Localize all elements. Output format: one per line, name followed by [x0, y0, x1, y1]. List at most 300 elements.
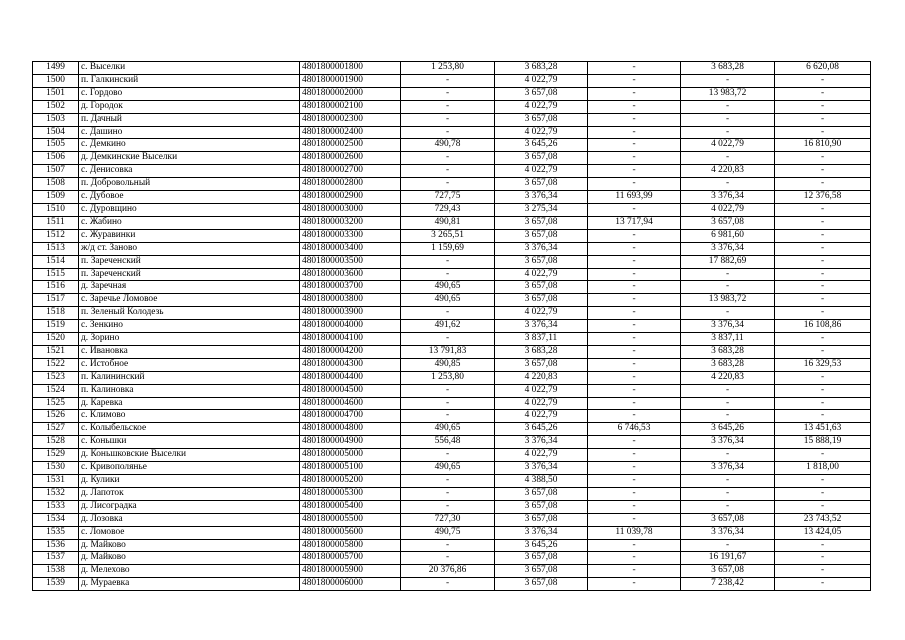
- value-col-4-cell: -: [681, 500, 775, 513]
- value-col-2-cell: 3 645,26: [495, 539, 588, 552]
- table-row: [33, 178, 871, 191]
- value-col-5-cell: -: [775, 565, 871, 578]
- table-row: [33, 242, 871, 255]
- value-col-5-cell: 13 424,05: [775, 526, 871, 539]
- value-col-2-cell: 4 022,79: [495, 410, 588, 423]
- value-col-3-cell: -: [588, 358, 681, 371]
- value-col-3-cell: 6 746,53: [588, 423, 681, 436]
- oktmo-code-cell: 4801800004500: [300, 384, 401, 397]
- settlement-name-cell: д. Лозовка: [79, 513, 300, 526]
- value-col-3-cell: -: [588, 565, 681, 578]
- value-col-3-cell: -: [588, 487, 681, 500]
- value-col-4-cell: -: [681, 384, 775, 397]
- value-col-2-cell: 3 657,08: [495, 565, 588, 578]
- oktmo-code-cell: 4801800003500: [300, 255, 401, 268]
- row-number-cell: 1505: [33, 139, 79, 152]
- row-number-cell: 1509: [33, 191, 79, 204]
- settlement-name-cell: с. Дашино: [79, 126, 300, 139]
- value-col-3-cell: -: [588, 384, 681, 397]
- value-col-1-cell: 729,43: [401, 203, 495, 216]
- row-number-cell: 1537: [33, 552, 79, 565]
- value-col-5-cell: -: [775, 242, 871, 255]
- value-col-2-cell: 3 657,08: [495, 578, 588, 591]
- value-col-1-cell: -: [401, 255, 495, 268]
- oktmo-code-cell: 4801800004300: [300, 358, 401, 371]
- settlement-name-cell: д. Майково: [79, 539, 300, 552]
- settlement-name-cell: п. Галкинский: [79, 74, 300, 87]
- value-col-1-cell: -: [401, 178, 495, 191]
- value-col-3-cell: -: [588, 500, 681, 513]
- row-number-cell: 1520: [33, 333, 79, 346]
- table-row: [33, 294, 871, 307]
- value-col-4-cell: 3 683,28: [681, 345, 775, 358]
- value-col-4-cell: 3 657,08: [681, 565, 775, 578]
- value-col-1-cell: -: [401, 384, 495, 397]
- oktmo-code-cell: 4801800005600: [300, 526, 401, 539]
- value-col-5-cell: 23 743,52: [775, 513, 871, 526]
- value-col-2-cell: 4 022,79: [495, 449, 588, 462]
- value-col-5-cell: -: [775, 384, 871, 397]
- row-number-cell: 1525: [33, 397, 79, 410]
- row-number-cell: 1512: [33, 229, 79, 242]
- value-col-2-cell: 3 657,08: [495, 487, 588, 500]
- row-number-cell: 1499: [33, 62, 79, 75]
- settlement-name-cell: с. Дуровщино: [79, 203, 300, 216]
- value-col-3-cell: -: [588, 126, 681, 139]
- table-row: [33, 410, 871, 423]
- oktmo-code-cell: 4801800006000: [300, 578, 401, 591]
- value-col-1-cell: 3 265,51: [401, 229, 495, 242]
- row-number-cell: 1527: [33, 423, 79, 436]
- value-col-5-cell: -: [775, 165, 871, 178]
- value-col-2-cell: 4 022,79: [495, 397, 588, 410]
- value-col-4-cell: -: [681, 178, 775, 191]
- value-col-4-cell: 7 238,42: [681, 578, 775, 591]
- value-col-4-cell: 3 376,34: [681, 462, 775, 475]
- value-col-2-cell: 3 657,08: [495, 358, 588, 371]
- value-col-4-cell: 4 022,79: [681, 203, 775, 216]
- value-col-4-cell: 13 983,72: [681, 294, 775, 307]
- table-row: [33, 397, 871, 410]
- table-row: [33, 320, 871, 333]
- value-col-2-cell: 3 376,34: [495, 462, 588, 475]
- settlement-name-cell: д. Кулики: [79, 475, 300, 488]
- value-col-3-cell: -: [588, 294, 681, 307]
- value-col-3-cell: -: [588, 539, 681, 552]
- value-col-1-cell: 556,48: [401, 436, 495, 449]
- value-col-5-cell: -: [775, 578, 871, 591]
- settlement-name-cell: с. Заречье Ломовое: [79, 294, 300, 307]
- value-col-3-cell: -: [588, 320, 681, 333]
- row-number-cell: 1539: [33, 578, 79, 591]
- oktmo-code-cell: 4801800003000: [300, 203, 401, 216]
- value-col-5-cell: -: [775, 113, 871, 126]
- value-col-5-cell: -: [775, 229, 871, 242]
- row-number-cell: 1518: [33, 307, 79, 320]
- table-row: [33, 500, 871, 513]
- value-col-3-cell: -: [588, 281, 681, 294]
- value-col-4-cell: 3 837,11: [681, 333, 775, 346]
- value-col-3-cell: -: [588, 307, 681, 320]
- oktmo-code-cell: 4801800004700: [300, 410, 401, 423]
- oktmo-code-cell: 4801800005100: [300, 462, 401, 475]
- value-col-4-cell: 3 376,34: [681, 436, 775, 449]
- value-col-1-cell: -: [401, 333, 495, 346]
- value-col-3-cell: 13 717,94: [588, 216, 681, 229]
- settlement-name-cell: с. Журавинки: [79, 229, 300, 242]
- value-col-2-cell: 3 657,08: [495, 152, 588, 165]
- oktmo-code-cell: 4801800005900: [300, 565, 401, 578]
- value-col-2-cell: 3 376,34: [495, 436, 588, 449]
- row-number-cell: 1521: [33, 345, 79, 358]
- value-col-1-cell: 490,81: [401, 216, 495, 229]
- value-col-5-cell: 16 329,53: [775, 358, 871, 371]
- value-col-4-cell: 3 376,34: [681, 526, 775, 539]
- value-col-1-cell: 13 791,83: [401, 345, 495, 358]
- value-col-2-cell: 3 657,08: [495, 294, 588, 307]
- row-number-cell: 1506: [33, 152, 79, 165]
- oktmo-code-cell: 4801800005200: [300, 475, 401, 488]
- value-col-3-cell: -: [588, 165, 681, 178]
- value-col-1-cell: 20 376,86: [401, 565, 495, 578]
- value-col-4-cell: 4 220,83: [681, 371, 775, 384]
- table-body: [33, 62, 871, 591]
- oktmo-code-cell: 4801800002600: [300, 152, 401, 165]
- value-col-4-cell: -: [681, 126, 775, 139]
- value-col-5-cell: -: [775, 178, 871, 191]
- table-row: [33, 152, 871, 165]
- value-col-1-cell: -: [401, 74, 495, 87]
- value-col-4-cell: -: [681, 449, 775, 462]
- oktmo-code-cell: 4801800003900: [300, 307, 401, 320]
- value-col-5-cell: -: [775, 100, 871, 113]
- value-col-2-cell: 3 657,08: [495, 229, 588, 242]
- settlement-name-cell: с. Денисовка: [79, 165, 300, 178]
- value-col-2-cell: 3 657,08: [495, 500, 588, 513]
- oktmo-code-cell: 4801800004000: [300, 320, 401, 333]
- settlement-name-cell: д. Мураевка: [79, 578, 300, 591]
- value-col-1-cell: -: [401, 100, 495, 113]
- table-row: [33, 513, 871, 526]
- oktmo-code-cell: 4801800003200: [300, 216, 401, 229]
- value-col-3-cell: -: [588, 475, 681, 488]
- table-row: [33, 345, 871, 358]
- value-col-4-cell: 13 983,72: [681, 87, 775, 100]
- value-col-1-cell: -: [401, 126, 495, 139]
- value-col-2-cell: 3 645,26: [495, 139, 588, 152]
- value-col-2-cell: 4 022,79: [495, 74, 588, 87]
- value-col-1-cell: 727,30: [401, 513, 495, 526]
- value-col-4-cell: 3 683,28: [681, 358, 775, 371]
- value-col-4-cell: 3 645,26: [681, 423, 775, 436]
- value-col-5-cell: -: [775, 397, 871, 410]
- value-col-4-cell: -: [681, 268, 775, 281]
- oktmo-code-cell: 4801800002900: [300, 191, 401, 204]
- oktmo-code-cell: 4801800002800: [300, 178, 401, 191]
- settlement-name-cell: с. Коньшки: [79, 436, 300, 449]
- value-col-4-cell: -: [681, 100, 775, 113]
- settlement-name-cell: с. Дубовое: [79, 191, 300, 204]
- value-col-5-cell: -: [775, 345, 871, 358]
- value-col-1-cell: -: [401, 397, 495, 410]
- value-col-2-cell: 4 220,83: [495, 371, 588, 384]
- value-col-5-cell: -: [775, 371, 871, 384]
- oktmo-code-cell: 4801800002400: [300, 126, 401, 139]
- value-col-3-cell: -: [588, 74, 681, 87]
- value-col-4-cell: 17 882,69: [681, 255, 775, 268]
- value-col-2-cell: 4 022,79: [495, 307, 588, 320]
- value-col-5-cell: -: [775, 152, 871, 165]
- value-col-2-cell: 3 683,28: [495, 62, 588, 75]
- value-col-1-cell: 727,75: [401, 191, 495, 204]
- value-col-1-cell: 491,62: [401, 320, 495, 333]
- value-col-3-cell: -: [588, 242, 681, 255]
- settlement-name-cell: д. Заречная: [79, 281, 300, 294]
- value-col-3-cell: -: [588, 410, 681, 423]
- value-col-4-cell: 3 376,34: [681, 191, 775, 204]
- oktmo-code-cell: 4801800005500: [300, 513, 401, 526]
- row-number-cell: 1538: [33, 565, 79, 578]
- value-col-4-cell: 3 683,28: [681, 62, 775, 75]
- row-number-cell: 1531: [33, 475, 79, 488]
- settlement-name-cell: п. Зареченский: [79, 268, 300, 281]
- value-col-5-cell: -: [775, 74, 871, 87]
- value-col-4-cell: -: [681, 281, 775, 294]
- settlement-name-cell: д. Каревка: [79, 397, 300, 410]
- tariff-table: [32, 61, 871, 591]
- value-col-4-cell: 3 657,08: [681, 513, 775, 526]
- row-number-cell: 1519: [33, 320, 79, 333]
- row-number-cell: 1504: [33, 126, 79, 139]
- value-col-2-cell: 4 022,79: [495, 165, 588, 178]
- settlement-name-cell: п. Зареченский: [79, 255, 300, 268]
- value-col-3-cell: -: [588, 449, 681, 462]
- value-col-1-cell: -: [401, 539, 495, 552]
- value-col-5-cell: 12 376,58: [775, 191, 871, 204]
- row-number-cell: 1533: [33, 500, 79, 513]
- settlement-name-cell: д. Лисоградка: [79, 500, 300, 513]
- table-row: [33, 191, 871, 204]
- value-col-5-cell: 1 818,00: [775, 462, 871, 475]
- value-col-4-cell: -: [681, 397, 775, 410]
- value-col-2-cell: 3 376,34: [495, 320, 588, 333]
- value-col-5-cell: 6 620,08: [775, 62, 871, 75]
- table-row: [33, 281, 871, 294]
- value-col-1-cell: -: [401, 552, 495, 565]
- value-col-2-cell: 3 657,08: [495, 216, 588, 229]
- value-col-1-cell: 490,65: [401, 423, 495, 436]
- row-number-cell: 1516: [33, 281, 79, 294]
- value-col-5-cell: -: [775, 487, 871, 500]
- oktmo-code-cell: 4801800003800: [300, 294, 401, 307]
- table-row: [33, 139, 871, 152]
- value-col-2-cell: 3 657,08: [495, 513, 588, 526]
- value-col-1-cell: -: [401, 410, 495, 423]
- settlement-name-cell: ж/д ст. Заново: [79, 242, 300, 255]
- value-col-4-cell: -: [681, 410, 775, 423]
- value-col-5-cell: -: [775, 552, 871, 565]
- oktmo-code-cell: 4801800005300: [300, 487, 401, 500]
- table-row: [33, 475, 871, 488]
- value-col-2-cell: 4 022,79: [495, 268, 588, 281]
- row-number-cell: 1524: [33, 384, 79, 397]
- table-row: [33, 487, 871, 500]
- value-col-4-cell: -: [681, 307, 775, 320]
- table-row: [33, 436, 871, 449]
- value-col-5-cell: -: [775, 410, 871, 423]
- oktmo-code-cell: 4801800002100: [300, 100, 401, 113]
- table-row: [33, 307, 871, 320]
- oktmo-code-cell: 4801800005700: [300, 552, 401, 565]
- value-col-5-cell: -: [775, 268, 871, 281]
- row-number-cell: 1517: [33, 294, 79, 307]
- settlement-name-cell: д. Городок: [79, 100, 300, 113]
- settlement-name-cell: с. Гордово: [79, 87, 300, 100]
- settlement-name-cell: с. Выселки: [79, 62, 300, 75]
- value-col-2-cell: 4 388,50: [495, 475, 588, 488]
- value-col-1-cell: -: [401, 268, 495, 281]
- oktmo-code-cell: 4801800002500: [300, 139, 401, 152]
- table-row: [33, 165, 871, 178]
- settlement-name-cell: с. Истобное: [79, 358, 300, 371]
- row-number-cell: 1536: [33, 539, 79, 552]
- value-col-2-cell: 3 657,08: [495, 113, 588, 126]
- table-row: [33, 578, 871, 591]
- settlement-name-cell: с. Демкино: [79, 139, 300, 152]
- table-row: [33, 333, 871, 346]
- settlement-name-cell: с. Колыбельское: [79, 423, 300, 436]
- table-row: [33, 358, 871, 371]
- oktmo-code-cell: 4801800005000: [300, 449, 401, 462]
- settlement-name-cell: д. Зорино: [79, 333, 300, 346]
- value-col-5-cell: -: [775, 203, 871, 216]
- value-col-2-cell: 3 645,26: [495, 423, 588, 436]
- value-col-1-cell: -: [401, 87, 495, 100]
- settlement-name-cell: д. Майково: [79, 552, 300, 565]
- value-col-3-cell: -: [588, 113, 681, 126]
- oktmo-code-cell: 4801800004200: [300, 345, 401, 358]
- row-number-cell: 1503: [33, 113, 79, 126]
- value-col-5-cell: -: [775, 333, 871, 346]
- table-row: [33, 526, 871, 539]
- value-col-2-cell: 3 376,34: [495, 242, 588, 255]
- settlement-name-cell: с. Ломовое: [79, 526, 300, 539]
- value-col-3-cell: -: [588, 62, 681, 75]
- value-col-3-cell: -: [588, 139, 681, 152]
- value-col-5-cell: -: [775, 255, 871, 268]
- settlement-name-cell: с. Ивановка: [79, 345, 300, 358]
- value-col-1-cell: 1 159,69: [401, 242, 495, 255]
- settlement-name-cell: с. Жабино: [79, 216, 300, 229]
- value-col-2-cell: 3 275,34: [495, 203, 588, 216]
- settlement-name-cell: д. Демкинские Выселки: [79, 152, 300, 165]
- oktmo-code-cell: 4801800005800: [300, 539, 401, 552]
- value-col-3-cell: -: [588, 229, 681, 242]
- value-col-1-cell: 490,65: [401, 294, 495, 307]
- row-number-cell: 1514: [33, 255, 79, 268]
- row-number-cell: 1508: [33, 178, 79, 191]
- settlement-name-cell: с. Зенкино: [79, 320, 300, 333]
- value-col-4-cell: 3 376,34: [681, 242, 775, 255]
- row-number-cell: 1523: [33, 371, 79, 384]
- table-row: [33, 229, 871, 242]
- value-col-2-cell: 3 657,08: [495, 552, 588, 565]
- value-col-3-cell: -: [588, 100, 681, 113]
- settlement-name-cell: д. Лапоток: [79, 487, 300, 500]
- value-col-3-cell: -: [588, 268, 681, 281]
- value-col-1-cell: 490,65: [401, 462, 495, 475]
- value-col-4-cell: 4 220,83: [681, 165, 775, 178]
- table-row: [33, 539, 871, 552]
- settlement-name-cell: п. Калиновка: [79, 384, 300, 397]
- row-number-cell: 1526: [33, 410, 79, 423]
- table-row: [33, 371, 871, 384]
- table-row: [33, 384, 871, 397]
- row-number-cell: 1500: [33, 74, 79, 87]
- value-col-4-cell: -: [681, 152, 775, 165]
- value-col-1-cell: 490,85: [401, 358, 495, 371]
- value-col-2-cell: 3 657,08: [495, 178, 588, 191]
- table-row: [33, 268, 871, 281]
- table-row: [33, 126, 871, 139]
- value-col-4-cell: -: [681, 539, 775, 552]
- oktmo-code-cell: 4801800001800: [300, 62, 401, 75]
- table-row: [33, 462, 871, 475]
- row-number-cell: 1534: [33, 513, 79, 526]
- row-number-cell: 1501: [33, 87, 79, 100]
- row-number-cell: 1502: [33, 100, 79, 113]
- value-col-5-cell: -: [775, 449, 871, 462]
- value-col-2-cell: 4 022,79: [495, 126, 588, 139]
- value-col-1-cell: -: [401, 152, 495, 165]
- value-col-4-cell: 4 022,79: [681, 139, 775, 152]
- value-col-5-cell: -: [775, 126, 871, 139]
- value-col-3-cell: -: [588, 513, 681, 526]
- value-col-5-cell: -: [775, 500, 871, 513]
- oktmo-code-cell: 4801800003700: [300, 281, 401, 294]
- value-col-5-cell: -: [775, 539, 871, 552]
- settlement-name-cell: с. Кривополянье: [79, 462, 300, 475]
- settlement-name-cell: п. Добровольный: [79, 178, 300, 191]
- value-col-1-cell: -: [401, 578, 495, 591]
- value-col-1-cell: 1 253,80: [401, 62, 495, 75]
- oktmo-code-cell: 4801800003400: [300, 242, 401, 255]
- oktmo-code-cell: 4801800002000: [300, 87, 401, 100]
- value-col-5-cell: 16 108,86: [775, 320, 871, 333]
- value-col-4-cell: 16 191,67: [681, 552, 775, 565]
- table-row: [33, 423, 871, 436]
- row-number-cell: 1530: [33, 462, 79, 475]
- value-col-2-cell: 3 683,28: [495, 345, 588, 358]
- table-row: [33, 62, 871, 75]
- value-col-2-cell: 4 022,79: [495, 384, 588, 397]
- value-col-5-cell: -: [775, 307, 871, 320]
- value-col-3-cell: 11 039,78: [588, 526, 681, 539]
- value-col-3-cell: -: [588, 333, 681, 346]
- oktmo-code-cell: 4801800005400: [300, 500, 401, 513]
- settlement-name-cell: п. Зеленый Колодезь: [79, 307, 300, 320]
- value-col-5-cell: -: [775, 87, 871, 100]
- value-col-5-cell: 13 451,63: [775, 423, 871, 436]
- table-row: [33, 87, 871, 100]
- value-col-2-cell: 3 657,08: [495, 87, 588, 100]
- value-col-3-cell: -: [588, 462, 681, 475]
- row-number-cell: 1510: [33, 203, 79, 216]
- row-number-cell: 1507: [33, 165, 79, 178]
- row-number-cell: 1511: [33, 216, 79, 229]
- row-number-cell: 1535: [33, 526, 79, 539]
- value-col-5-cell: 16 810,90: [775, 139, 871, 152]
